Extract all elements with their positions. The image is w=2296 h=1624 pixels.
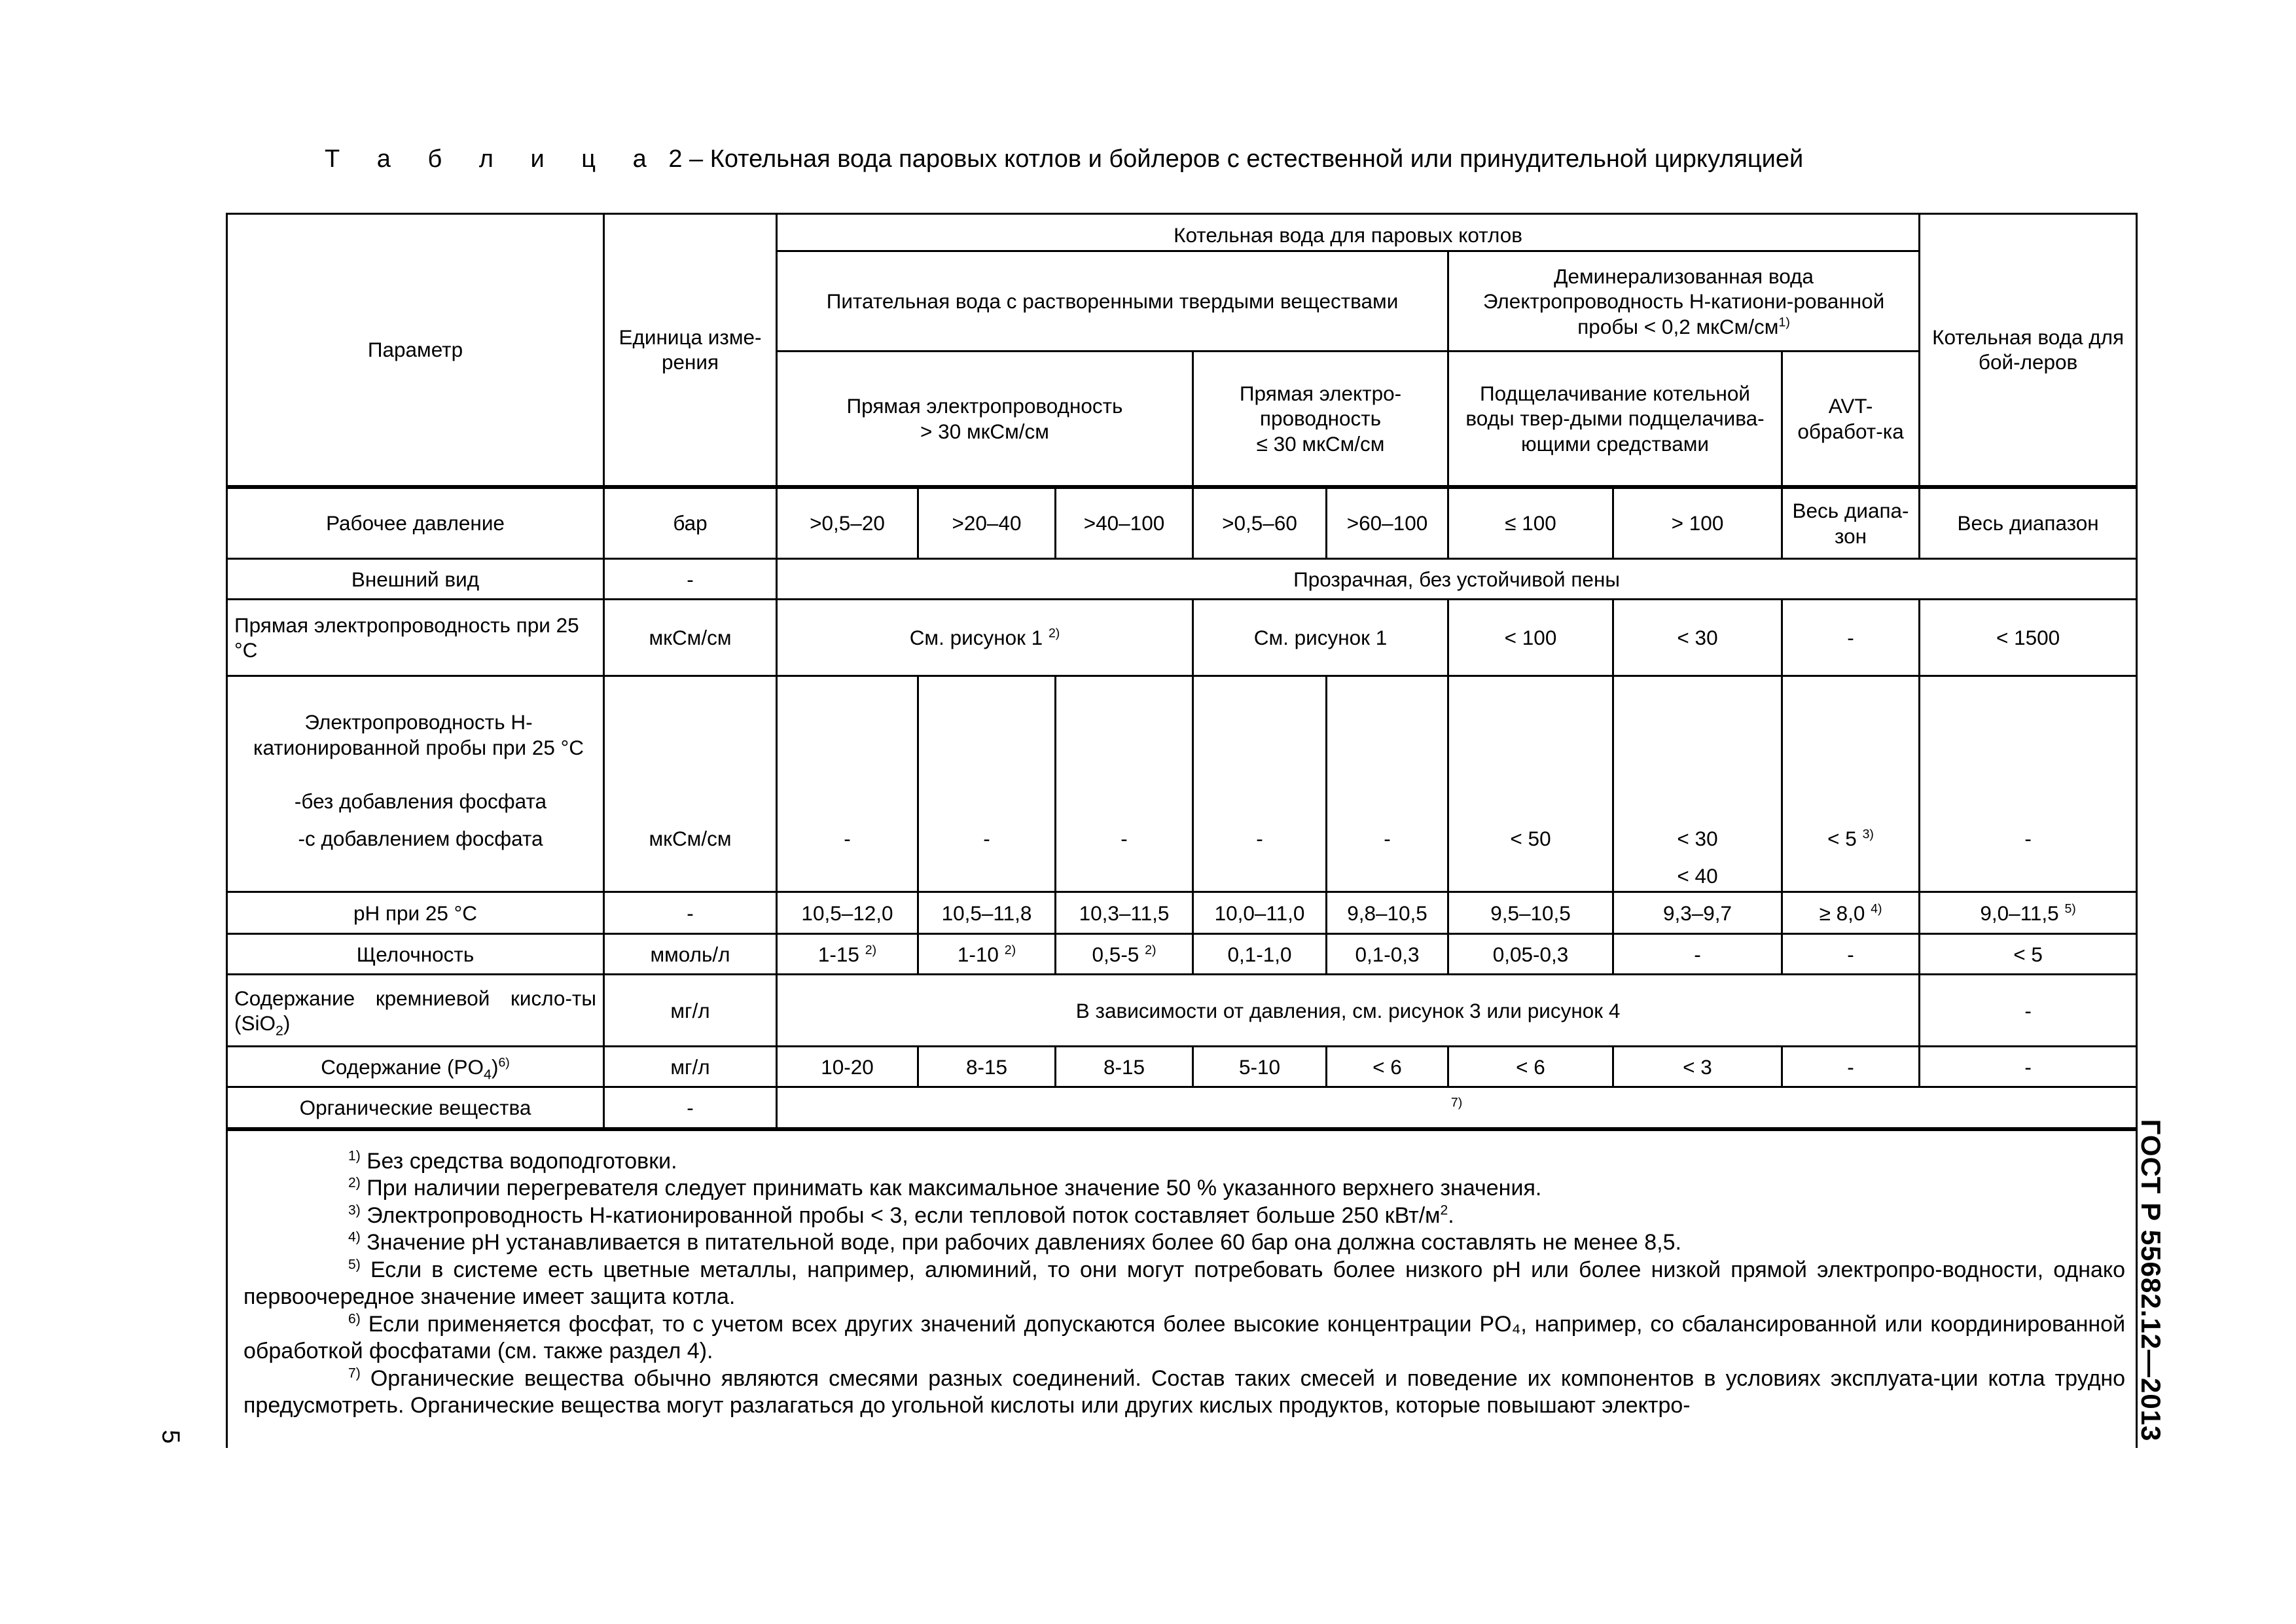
direct-high-line-1: Прямая электропроводность xyxy=(846,394,1123,418)
caption-text: 2 – Котельная вода паровых котлов и бойлеров с естественной или принудительной циркуляцией xyxy=(668,145,1804,173)
document-code-text: ГОСТ Р 55682.12—2013 xyxy=(2136,1119,2166,1442)
table-cell: 5-10 xyxy=(1193,1047,1327,1087)
table-cell: >20–40 xyxy=(918,487,1056,559)
silica-subscript: 2 xyxy=(276,1022,283,1039)
footnote-4 xyxy=(243,1229,2125,1256)
table-cell: В зависимости от давления, см. рисунок 3 или рисунок 4 xyxy=(777,975,1920,1047)
notes-row xyxy=(227,1129,2137,1448)
silica-label-end: ) xyxy=(283,1011,291,1035)
table-cell: 0,1-1,0 xyxy=(1193,934,1327,975)
cell-text: 9,0–11,5 xyxy=(1980,901,2059,925)
cell-text: < 40 xyxy=(1677,863,1718,888)
phosphate-label: Содержание (PO xyxy=(321,1055,484,1079)
table-cell: - xyxy=(1920,676,2137,892)
phosphate-subscript: 4 xyxy=(484,1066,492,1082)
footnote-1 xyxy=(243,1148,2125,1175)
demin-line-3: пробы < 0,2 мкСм/см xyxy=(1577,314,1779,338)
table-row xyxy=(227,559,2137,600)
footnote-3 xyxy=(243,1202,2125,1229)
table-cell: < 6 xyxy=(1448,1047,1613,1087)
header-direct-high xyxy=(777,352,1193,487)
footnote-marker: 6) xyxy=(348,1311,361,1327)
table-cell: < 6 xyxy=(1327,1047,1448,1087)
table-cell: < 1500 xyxy=(1920,600,2137,676)
header-alkaline: Подщелачивание котельной воды твер-дыми подщелачива-ющими средствами xyxy=(1448,352,1782,487)
cell-footnote: 7) xyxy=(1450,1095,1463,1110)
table-cell: 9,5–10,5 xyxy=(1448,892,1613,934)
table-cell: < 3 xyxy=(1613,1047,1782,1087)
table-cell: >40–100 xyxy=(1056,487,1193,559)
table-cell: - xyxy=(1613,934,1782,975)
table-cell: - xyxy=(1782,600,1920,676)
table-cell xyxy=(777,600,1193,676)
row-label: Органические вещества xyxy=(227,1087,604,1129)
cell-footnote: 2) xyxy=(1004,943,1016,958)
header-feed-water: Питательная вода с растворенными твердыми веществами xyxy=(777,251,1448,352)
row-label: Прямая электропроводность при 25 °С xyxy=(227,600,604,676)
footnote-text: При наличии перегревателя следует принимать как максимальное значение 50 % указанного верхнего значения. xyxy=(360,1176,1542,1201)
table-row xyxy=(227,975,2137,1047)
table-cell xyxy=(777,934,918,975)
table-cell: - xyxy=(777,676,918,892)
footnote-6 xyxy=(243,1311,2125,1365)
table-row xyxy=(227,600,2137,676)
footnote-marker: 5) xyxy=(348,1257,361,1272)
table-cell: - xyxy=(1920,1047,2137,1087)
row-unit: мкСм/см xyxy=(604,676,777,892)
header-boiler: Котельная вода для бой-леров xyxy=(1920,214,2137,487)
cell-footnote: 4) xyxy=(1871,901,1882,916)
footnote-text: Электропроводность Н-катионированной пробы < 3, если тепловой поток составляет больше 250 кВт/м xyxy=(360,1202,1441,1228)
footnote-tail: . xyxy=(1448,1202,1454,1228)
table-row xyxy=(227,892,2137,934)
table-cell: 10-20 xyxy=(777,1047,918,1087)
row-unit: ммоль/л xyxy=(604,934,777,975)
silica-label: Содержание кремниевой кисло-ты (SiO xyxy=(234,986,596,1035)
table-cell: 0,1-0,3 xyxy=(1327,934,1448,975)
footnote-marker: 7) xyxy=(348,1365,361,1381)
cell-text: 1-10 xyxy=(957,942,999,966)
cell-footnote: 2) xyxy=(1145,943,1157,958)
direct-high-line-2: > 30 мкСм/см xyxy=(920,419,1049,443)
header-unit: Единица изме-рения xyxy=(604,214,777,487)
table-cell xyxy=(1056,934,1193,975)
table-row xyxy=(227,1047,2137,1087)
table-row xyxy=(227,934,2137,975)
row-label xyxy=(227,1047,604,1087)
table-cell: Весь диапазон xyxy=(1920,487,2137,559)
row-unit: - xyxy=(604,559,777,600)
direct-low-line-1: Прямая электро-проводность xyxy=(1239,382,1402,431)
table-cell: 8-15 xyxy=(918,1047,1056,1087)
table-cell: < 5 xyxy=(1920,934,2137,975)
table-cell: - xyxy=(1920,975,2137,1047)
row-unit: мг/л xyxy=(604,1047,777,1087)
footnote-marker: 1) xyxy=(348,1148,361,1164)
cell-text: См. рисунок 1 xyxy=(909,626,1043,650)
hcond-label: Электропроводность Н-катионированной пробы при 25 °С xyxy=(253,710,584,759)
cell-text: ≥ 8,0 xyxy=(1819,901,1865,925)
row-unit: - xyxy=(604,1087,777,1129)
table-cell xyxy=(1782,676,1920,892)
row-unit: мг/л xyxy=(604,975,777,1047)
row-label: Рабочее давление xyxy=(227,487,604,559)
phosphate-footnote: 6) xyxy=(498,1055,510,1070)
table-cell: 10,5–11,8 xyxy=(918,892,1056,934)
row-label: Внешний вид xyxy=(227,559,604,600)
footnote-text: Если в системе есть цветные металлы, например, алюминий, то они могут потребовать более низкого pH или более низкой прямой электропро-водности, однако первоочередное значение имеет защита котла. xyxy=(243,1257,2126,1310)
table-cell: - xyxy=(918,676,1056,892)
footnote-marker: 4) xyxy=(348,1230,361,1245)
table-cell: - xyxy=(1782,934,1920,975)
cell-footnote: 2) xyxy=(865,943,877,958)
footnote-text: Значение pH устанавливается в питательной воде, при рабочих давлениях более 60 бар она должна составлять не менее 8,5. xyxy=(360,1230,1681,1255)
table-cell: - xyxy=(1056,676,1193,892)
cell-text: 0,5-5 xyxy=(1092,942,1139,966)
table-row xyxy=(227,1087,2137,1129)
table-cell: 10,0–11,0 xyxy=(1193,892,1327,934)
row-unit: бар xyxy=(604,487,777,559)
header-avt: AVT-обработ-ка xyxy=(1782,352,1920,487)
table-cell: >0,5–20 xyxy=(777,487,918,559)
table-cell: - xyxy=(1193,676,1327,892)
table-cell: 9,3–9,7 xyxy=(1613,892,1782,934)
table-row xyxy=(227,676,2137,892)
cell-footnote: 3) xyxy=(1862,827,1874,842)
table-cell: 10,5–12,0 xyxy=(777,892,918,934)
footnote-text: Если применяется фосфат, то с учетом всех других значений допускаются более высокие концентрации PO₄, например, со сбалансированной или координированной обработкой фосфатами (см. также раздел 4). xyxy=(243,1311,2126,1364)
footnote-2 xyxy=(243,1175,2125,1202)
table-cell: - xyxy=(1327,676,1448,892)
table-cell: См. рисунок 1 xyxy=(1193,600,1448,676)
table-cell: > 100 xyxy=(1613,487,1782,559)
hcond-sub-2: -с добавлением фосфата xyxy=(298,826,543,850)
footnote-marker: 2) xyxy=(348,1176,361,1191)
page-number-text: 5 xyxy=(156,1430,185,1444)
footnote-text: Без средства водоподготовки. xyxy=(360,1148,677,1174)
row-label xyxy=(227,676,604,892)
row-unit: - xyxy=(604,892,777,934)
table-cell: - xyxy=(1782,1047,1920,1087)
page-number xyxy=(151,1417,190,1456)
table-cell xyxy=(918,934,1056,975)
cell-text: < 30 xyxy=(1677,827,1718,851)
table-cell: ≤ 100 xyxy=(1448,487,1613,559)
table-cell xyxy=(1782,892,1920,934)
row-unit: мкСм/см xyxy=(604,600,777,676)
demin-footnote: 1) xyxy=(1778,315,1790,330)
footnote-superscript: 2 xyxy=(1440,1202,1448,1218)
table-cell: < 100 xyxy=(1448,600,1613,676)
row-label xyxy=(227,975,604,1047)
header-param: Параметр xyxy=(227,214,604,487)
direct-low-line-2: ≤ 30 мкСм/см xyxy=(1256,431,1385,456)
footnote-text: Органические вещества обычно являются смесями разных соединений. Состав таких смесей и поведение их компонентов в условиях эксплуата-ции котла трудно предусмотреть. Органические вещества могут разлагаться до угольной кислоты или других кислых продуктов, которые повышают электро- xyxy=(243,1365,2126,1418)
table-cell: >60–100 xyxy=(1327,487,1448,559)
footnotes xyxy=(227,1129,2137,1448)
row-label: Щелочность xyxy=(227,934,604,975)
demin-line-2: Электропроводность Н-катиони-рованной xyxy=(1482,289,1885,314)
document-code xyxy=(2118,1119,2183,1442)
table-caption xyxy=(325,145,1803,173)
header-direct-low xyxy=(1193,352,1448,487)
caption-label: Т а б л и ц а xyxy=(325,145,662,173)
table-row xyxy=(227,487,2137,559)
cell-text: 1-15 xyxy=(817,942,859,966)
table-cell: Весь диапа-зон xyxy=(1782,487,1920,559)
table-cell: Прозрачная, без устойчивой пены xyxy=(777,559,2137,600)
cell-footnote: 5) xyxy=(2064,901,2076,916)
cell-footnote: 2) xyxy=(1048,626,1060,641)
footnote-7 xyxy=(243,1365,2125,1420)
hcond-sub-1: -без добавления фосфата xyxy=(294,789,547,814)
table-cell: >0,5–60 xyxy=(1193,487,1327,559)
table-cell: 8-15 xyxy=(1056,1047,1193,1087)
header-demin xyxy=(1448,251,1920,352)
table-cell: 9,8–10,5 xyxy=(1327,892,1448,934)
table-cell: 10,3–11,5 xyxy=(1056,892,1193,934)
demin-line-1: Деминерализованная вода xyxy=(1554,264,1814,288)
table-cell xyxy=(1920,892,2137,934)
water-quality-table xyxy=(226,213,2138,1448)
table-cell: 0,05-0,3 xyxy=(1448,934,1613,975)
table-cell: < 50 xyxy=(1448,676,1613,892)
footnote-marker: 3) xyxy=(348,1202,361,1218)
phosphate-label-end: ) xyxy=(491,1055,499,1079)
table-cell xyxy=(1613,676,1782,892)
cell-text: < 5 xyxy=(1827,827,1857,851)
row-label: pH при 25 °С xyxy=(227,892,604,934)
table-cell xyxy=(777,1087,2137,1129)
header-steam-group: Котельная вода для паровых котлов xyxy=(777,214,1920,251)
table-cell: < 30 xyxy=(1613,600,1782,676)
footnote-5 xyxy=(243,1257,2125,1311)
